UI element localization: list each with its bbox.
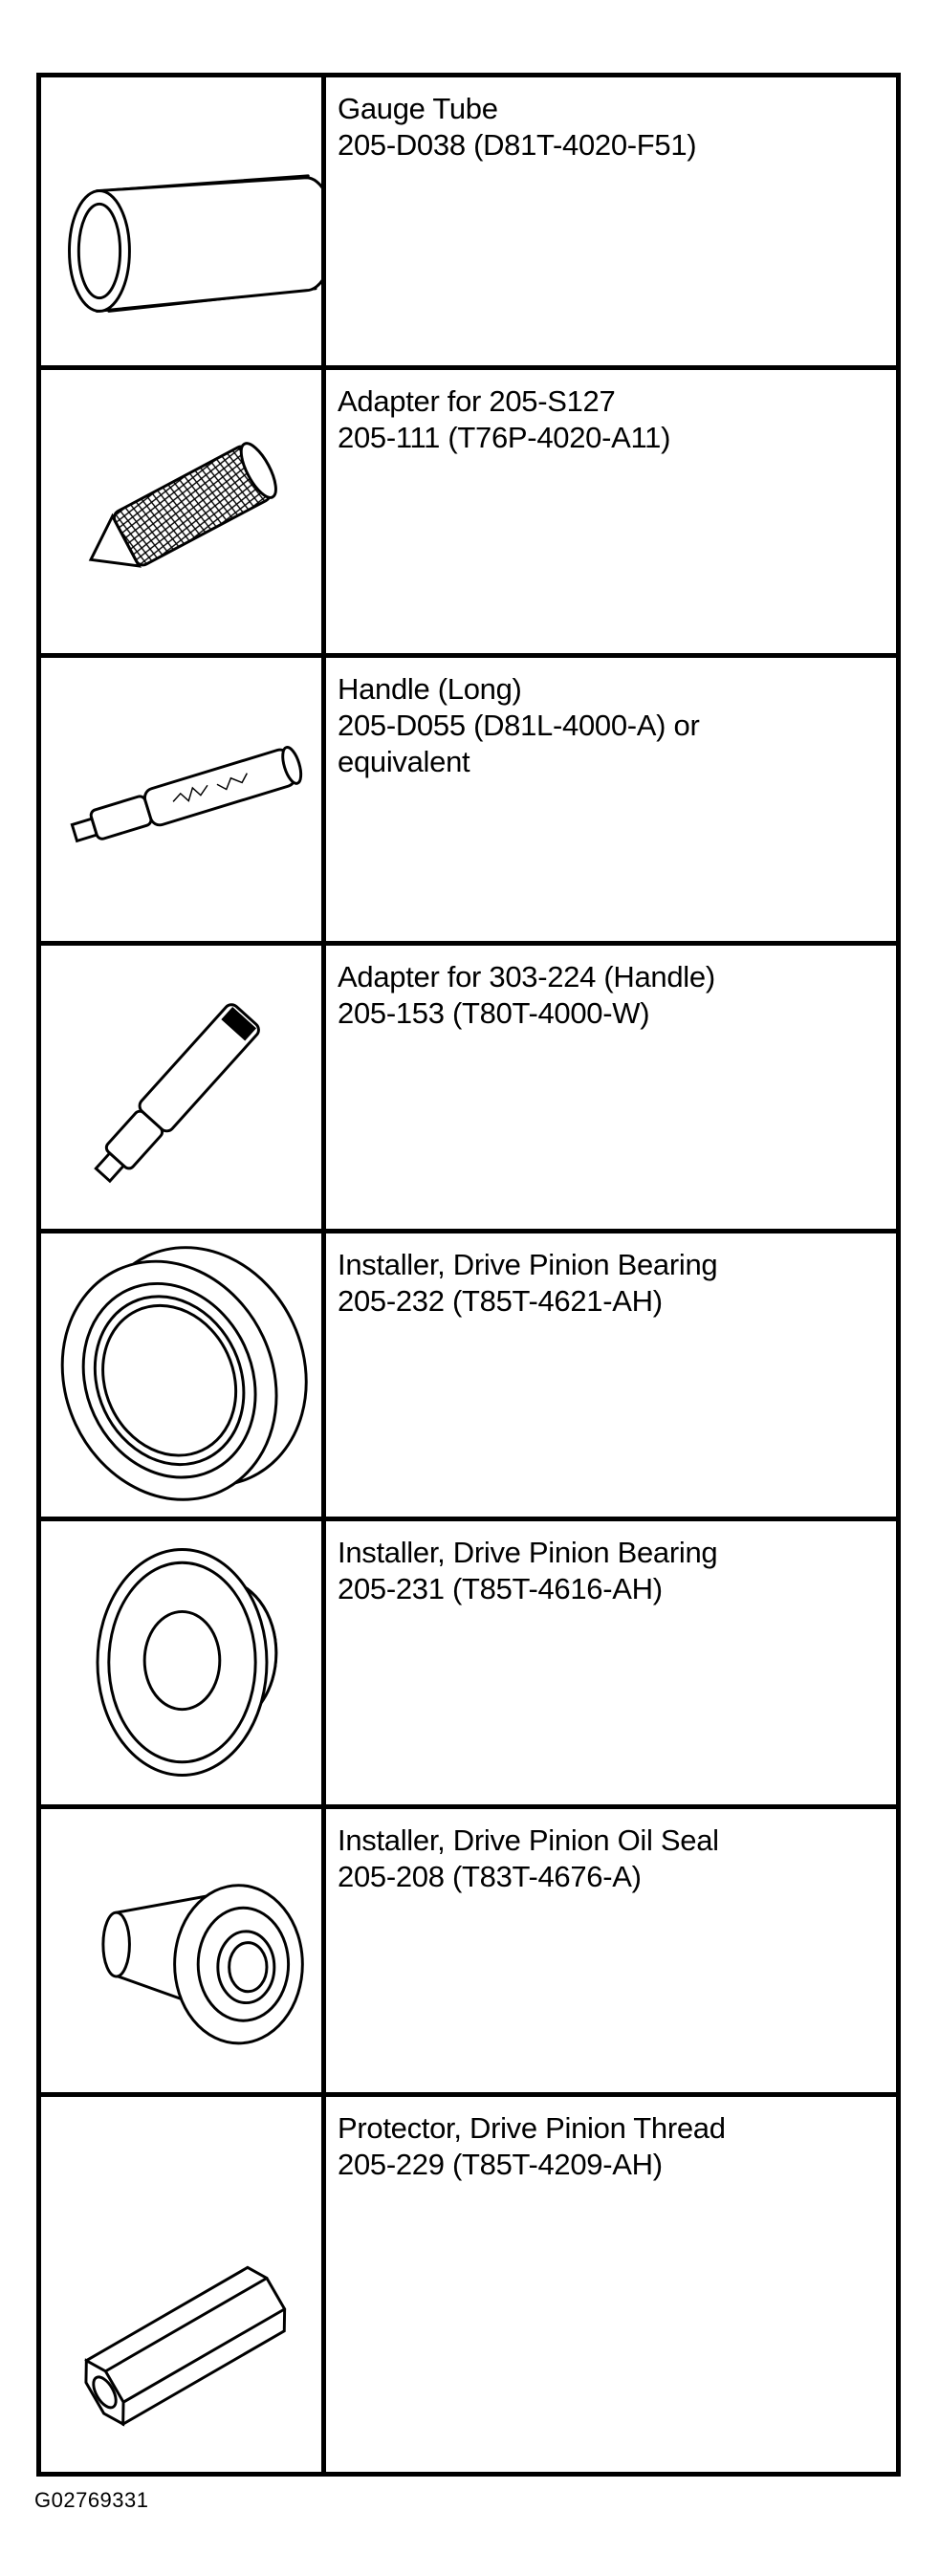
tool-row <box>41 1804 896 2092</box>
handle-adapter-icon <box>41 946 326 1229</box>
tool-description <box>326 77 896 365</box>
bearing-installer-ring-icon <box>41 1233 326 1517</box>
tool-description <box>326 946 896 1229</box>
tool-part-number: 205-D038 (D81T-4020-F51) <box>338 128 697 162</box>
tool-part-number: 205-208 (T83T-4676-A) <box>338 1860 642 1893</box>
tool-name: Handle (Long) <box>338 672 522 706</box>
tool-description <box>326 1233 896 1517</box>
special-tools-table <box>36 73 901 2477</box>
tool-name: Adapter for 205-S127 <box>338 384 616 418</box>
oil-seal-installer-icon <box>41 1809 326 2092</box>
tool-row <box>41 653 896 941</box>
tool-name: Protector, Drive Pinion Thread <box>338 2111 726 2145</box>
tool-name: Installer, Drive Pinion Bearing <box>338 1536 718 1569</box>
tool-name: Adapter for 303-224 (Handle) <box>338 960 715 993</box>
tool-name: Gauge Tube <box>338 92 498 125</box>
tool-row <box>41 77 896 365</box>
long-handle-icon <box>41 658 326 941</box>
tool-part-number: 205-231 (T85T-4616-AH) <box>338 1572 663 1605</box>
gauge-tube-icon <box>41 77 326 365</box>
tool-part-number: 205-111 (T76P-4020-A11) <box>338 421 671 454</box>
tool-part-number: 205-153 (T80T-4000-W) <box>338 996 650 1030</box>
thread-protector-icon <box>41 2097 326 2472</box>
tool-description <box>326 658 896 941</box>
bearing-installer-disc-icon <box>41 1521 326 1804</box>
tool-part-number: 205-232 (T85T-4621-AH) <box>338 1284 663 1318</box>
tool-row <box>41 1517 896 1804</box>
tool-name: Installer, Drive Pinion Oil Seal <box>338 1823 719 1857</box>
tool-part-number: 205-D055 (D81L-4000-A) or <box>338 709 700 742</box>
tool-name: Installer, Drive Pinion Bearing <box>338 1248 718 1281</box>
tool-description <box>326 1521 896 1804</box>
tool-row <box>41 1229 896 1517</box>
figure-id: G02769331 <box>34 2488 149 2512</box>
tool-row <box>41 941 896 1229</box>
tool-description <box>326 1809 896 2092</box>
knurled-adapter-icon <box>41 370 326 653</box>
tool-description <box>326 370 896 653</box>
tool-row <box>41 365 896 653</box>
tool-row <box>41 2092 896 2472</box>
tool-part-extra: equivalent <box>338 745 470 778</box>
tool-part-number: 205-229 (T85T-4209-AH) <box>338 2148 663 2181</box>
tool-description <box>326 2097 896 2472</box>
